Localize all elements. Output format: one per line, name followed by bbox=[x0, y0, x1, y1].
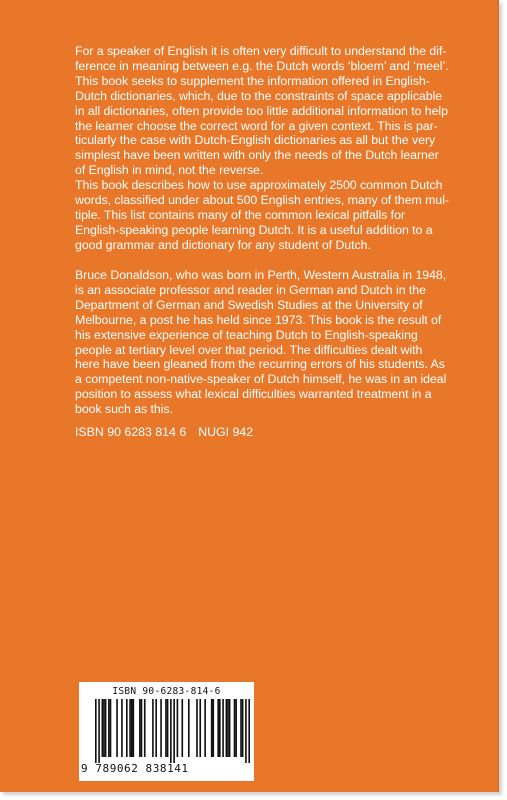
barcode-bar bbox=[227, 699, 229, 757]
barcode-bar bbox=[219, 699, 221, 757]
description-line: simplest have been written with only the needs of the Dutch learner bbox=[75, 148, 439, 163]
barcode-bar bbox=[116, 699, 118, 757]
barcode-bar bbox=[204, 699, 206, 757]
barcode-isbn-label: ISBN 90-6283-814-6 bbox=[112, 686, 221, 697]
barcode-bar bbox=[121, 699, 123, 757]
biography-line: is an associate professor and reader in German and Dutch in the bbox=[75, 282, 426, 297]
description-line: This book describes how to use approximately 2500 common Dutch bbox=[75, 178, 443, 193]
description-line: the learner choose the correct word for a given context. This is par- bbox=[75, 118, 438, 133]
biography-line: position to assess what lexical difficulties warranted treatment in a bbox=[75, 387, 432, 402]
biography-line: people at tertiary level over that period. The difficulties dealt with bbox=[75, 342, 423, 357]
barcode-bar bbox=[126, 699, 128, 757]
barcode-bar bbox=[129, 699, 131, 757]
barcode-bar bbox=[110, 699, 112, 757]
isbn-text: ISBN 90 6283 814 6 bbox=[75, 425, 187, 439]
barcode-bar bbox=[108, 699, 110, 757]
biography-line: a competent non-native-speaker of Dutch himself, he was in an ideal bbox=[75, 372, 447, 387]
description-line: ticularly the case with Dutch-English dictionaries as all but the very bbox=[75, 133, 436, 148]
description-line: words, classified under about 500 English entries, many of them mul- bbox=[75, 193, 449, 208]
barcode-bar bbox=[105, 699, 107, 757]
barcode-bar bbox=[167, 699, 169, 757]
barcode-bar bbox=[139, 699, 141, 757]
barcode-bar bbox=[155, 699, 157, 757]
barcode-bar bbox=[229, 699, 231, 757]
barcode-bar bbox=[170, 699, 172, 763]
biography-line: here have been gleaned from the recurring errors of his students. As bbox=[75, 357, 445, 372]
barcode-bar bbox=[95, 699, 97, 763]
barcode-bar bbox=[226, 699, 228, 757]
barcode-bar bbox=[235, 699, 237, 757]
barcode-bar bbox=[217, 699, 219, 757]
biography-line: book such as this. bbox=[75, 402, 173, 417]
biography-line: Department of German and Swedish Studies at the University of bbox=[75, 297, 423, 312]
barcode-label bbox=[79, 682, 254, 781]
description-line: in all dictionaries, often provide too little additional information to help bbox=[75, 103, 448, 118]
barcode-bar bbox=[173, 699, 175, 763]
barcode-bar bbox=[240, 699, 242, 757]
biography-line: his extensive experience of teaching Dutch to English-speaking bbox=[75, 327, 418, 342]
description-line: of English in mind, not the reverse. bbox=[75, 163, 264, 178]
description-line: tiple. This list contains many of the common lexical pitfalls for bbox=[75, 207, 405, 222]
barcode-bar bbox=[181, 699, 183, 757]
barcode-bar bbox=[196, 699, 198, 757]
description-line: ference in meaning between e.g. the Dutch words ‘bloem’ and ‘meel’. bbox=[75, 58, 449, 73]
barcode-bar bbox=[131, 699, 133, 757]
isbn-nugi-line bbox=[75, 425, 253, 440]
barcode-bar bbox=[188, 699, 190, 757]
barcode-bar bbox=[222, 699, 224, 757]
barcode-bar bbox=[103, 699, 105, 757]
description-line: For a speaker of English it is often very difficult to understand the dif- bbox=[75, 44, 447, 58]
barcode-bar bbox=[152, 699, 154, 757]
barcode-bar bbox=[212, 699, 214, 757]
barcode-bar bbox=[248, 699, 250, 763]
barcode-bar bbox=[160, 699, 162, 757]
description-line: This book seeks to supplement the information offered in English- bbox=[75, 73, 430, 88]
barcode-bar bbox=[144, 699, 146, 757]
barcode-bar bbox=[177, 699, 179, 757]
barcode-bar bbox=[102, 699, 104, 757]
barcode-bar bbox=[234, 699, 236, 757]
biography-line: Melbourne, a post he has held since 1973. This book is the result of bbox=[75, 312, 442, 327]
barcode-bar bbox=[211, 699, 213, 757]
nugi-text: NUGI 942 bbox=[198, 425, 254, 439]
description-line: good grammar and dictionary for any student of Dutch. bbox=[75, 237, 371, 252]
description-line: English-speaking people learning Dutch. It is a useful addition to a bbox=[75, 222, 433, 237]
barcode-bar bbox=[199, 699, 201, 757]
author-biography bbox=[75, 268, 485, 417]
description-line: Dutch dictionaries, which, due to the constraints of space applicable bbox=[75, 88, 443, 103]
barcode-bar bbox=[242, 699, 244, 757]
barcode-bar bbox=[165, 699, 167, 757]
barcode-bar bbox=[98, 699, 100, 763]
barcode-bar bbox=[141, 699, 143, 757]
biography-line: Bruce Donaldson, who was born in Perth, Western Australia in 1948, bbox=[75, 268, 447, 282]
barcode-bar bbox=[245, 699, 247, 763]
barcode bbox=[95, 699, 250, 763]
barcode-digits: 9 789062 838141 bbox=[81, 762, 189, 775]
book-description bbox=[75, 44, 485, 253]
barcode-bar bbox=[133, 699, 135, 757]
